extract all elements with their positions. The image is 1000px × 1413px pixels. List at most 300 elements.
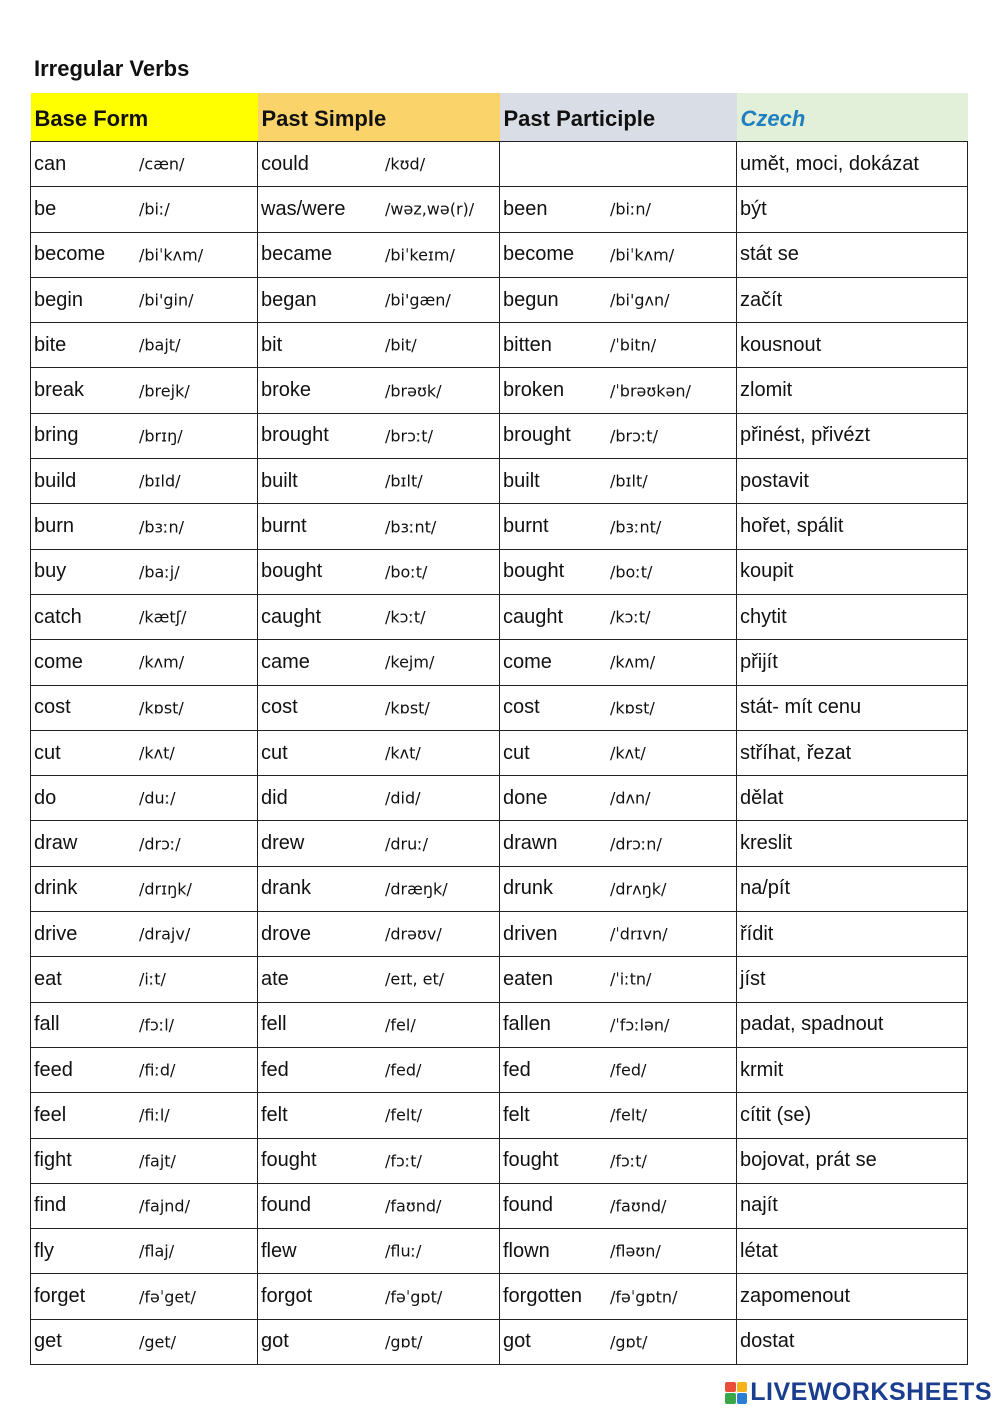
phonetic-transcription: /fiːl/ — [139, 1105, 170, 1125]
verb-word: fed — [503, 1058, 531, 1081]
czech-cell — [737, 1138, 968, 1183]
verb-word: became — [261, 243, 333, 266]
past-participle-cell — [500, 957, 737, 1002]
verb-word: cut — [503, 741, 530, 764]
verb-word: did — [261, 786, 288, 809]
table-row — [31, 594, 968, 639]
base-form-cell — [31, 1093, 258, 1138]
verb-word: bring — [34, 424, 79, 447]
past-simple-cell — [258, 187, 500, 232]
verb-word: flew — [261, 1239, 297, 1262]
czech-cell — [737, 1047, 968, 1092]
base-form-cell — [31, 685, 258, 730]
czech-cell — [737, 730, 968, 775]
verb-word: brought — [261, 424, 329, 447]
base-form-cell — [31, 549, 258, 594]
verb-word: eat — [34, 967, 62, 990]
phonetic-transcription: /brəʊk/ — [385, 381, 442, 401]
phonetic-transcription: /gɒt/ — [385, 1332, 423, 1352]
verb-word: caught — [503, 605, 564, 628]
verb-word: drank — [261, 877, 312, 900]
phonetic-transcription: /ˈbrəʊkən/ — [610, 381, 691, 401]
past-participle-cell — [500, 413, 737, 458]
phonetic-transcription: /bɜːnt/ — [385, 517, 437, 537]
phonetic-transcription: /bit/ — [385, 335, 417, 355]
phonetic-transcription: /biˈkʌm/ — [610, 245, 675, 265]
phonetic-transcription: /felt/ — [610, 1105, 647, 1125]
phonetic-transcription: /bɪld/ — [139, 471, 181, 491]
table-row — [31, 730, 968, 775]
verb-word: drove — [261, 922, 312, 945]
phonetic-transcription: /bɜːn/ — [139, 517, 184, 537]
verb-word: fly — [34, 1239, 54, 1262]
verb-word: can — [34, 152, 67, 175]
table-row — [31, 640, 968, 685]
header-past-participle: Past Participle — [500, 93, 737, 142]
verb-word: burnt — [503, 515, 549, 538]
czech-cell — [737, 277, 968, 322]
past-simple-cell — [258, 459, 500, 504]
verb-word: burnt — [261, 515, 307, 538]
base-form-cell — [31, 730, 258, 775]
czech-translation: krmit — [740, 1058, 784, 1081]
page-title: Irregular Verbs — [34, 56, 190, 81]
phonetic-transcription: /dræŋk/ — [385, 879, 448, 899]
phonetic-transcription: /drɔː/ — [139, 834, 181, 854]
phonetic-transcription: /boːt/ — [610, 562, 653, 582]
past-participle-cell — [500, 685, 737, 730]
phonetic-transcription: /fləʊn/ — [610, 1241, 661, 1261]
verb-word: found — [503, 1194, 554, 1217]
phonetic-transcription: /kɒst/ — [610, 698, 655, 718]
past-simple-cell — [258, 504, 500, 549]
czech-cell — [737, 1183, 968, 1228]
phonetic-transcription: /kʌt/ — [139, 743, 175, 763]
verb-word: found — [261, 1194, 312, 1217]
phonetic-transcription: /brejk/ — [139, 381, 190, 401]
verb-word: come — [34, 650, 83, 673]
past-participle-cell — [500, 1274, 737, 1319]
phonetic-transcription: /get/ — [139, 1332, 177, 1352]
past-participle-cell — [500, 594, 737, 639]
phonetic-transcription: /bajt/ — [139, 335, 181, 355]
phonetic-transcription: /gɒt/ — [610, 1332, 648, 1352]
table-row — [31, 187, 968, 232]
verb-word: fought — [261, 1149, 317, 1172]
logo-text: LIVEWORKSHEETS — [750, 1378, 992, 1406]
past-participle-cell — [500, 1047, 737, 1092]
past-participle-cell — [500, 549, 737, 594]
verb-word: become — [503, 243, 575, 266]
phonetic-transcription: /drʌŋk/ — [610, 879, 667, 899]
czech-cell — [737, 594, 968, 639]
phonetic-transcription: /brɪŋ/ — [139, 426, 183, 446]
header-czech: Czech — [737, 93, 968, 142]
phonetic-transcription: /kʌt/ — [610, 743, 646, 763]
phonetic-transcription: /bi'gæn/ — [385, 290, 451, 310]
phonetic-transcription: /eɪt, et/ — [385, 969, 445, 989]
verb-word: built — [261, 469, 298, 492]
phonetic-transcription: /kʌm/ — [610, 652, 656, 672]
phonetic-transcription: /kɔːt/ — [610, 607, 651, 627]
table-row — [31, 549, 968, 594]
table-row — [31, 866, 968, 911]
past-simple-cell — [258, 866, 500, 911]
past-simple-cell — [258, 142, 500, 187]
past-simple-cell — [258, 957, 500, 1002]
phonetic-transcription: /dʌn/ — [610, 788, 651, 808]
verb-word: cut — [34, 741, 61, 764]
czech-cell — [737, 187, 968, 232]
verb-word: drunk — [503, 877, 554, 900]
czech-cell — [737, 1093, 968, 1138]
liveworksheets-logo — [725, 1378, 992, 1407]
czech-translation: postavit — [740, 469, 809, 492]
verb-word: forget — [34, 1285, 86, 1308]
past-participle-cell — [500, 277, 737, 322]
verb-word: forgotten — [503, 1285, 582, 1308]
phonetic-transcription: /felt/ — [385, 1105, 422, 1125]
table-row — [31, 912, 968, 957]
phonetic-transcription: /ˈfɔːlən/ — [610, 1015, 670, 1035]
table-row — [31, 1229, 968, 1274]
phonetic-transcription: /fɔːl/ — [139, 1015, 175, 1035]
table-row — [31, 1274, 968, 1319]
past-participle-cell — [500, 504, 737, 549]
phonetic-transcription: /fluː/ — [385, 1241, 422, 1261]
czech-translation: stát- mít cenu — [740, 696, 862, 719]
past-simple-cell — [258, 413, 500, 458]
phonetic-transcription: /drəʊv/ — [385, 924, 442, 944]
table-row — [31, 1183, 968, 1228]
verb-word: bitten — [503, 333, 552, 356]
past-participle-cell — [500, 1093, 737, 1138]
table-header-row — [31, 93, 968, 142]
verb-word: felt — [503, 1103, 530, 1126]
verb-word: was/were — [261, 197, 346, 220]
phonetic-transcription: /biː/ — [139, 199, 170, 219]
base-form-cell — [31, 1274, 258, 1319]
base-form-cell — [31, 594, 258, 639]
verb-word: broken — [503, 379, 565, 402]
past-participle-cell — [500, 368, 737, 413]
past-participle-cell — [500, 821, 737, 866]
verb-word: drawn — [503, 832, 558, 855]
czech-translation: kousnout — [740, 333, 822, 356]
phonetic-transcription: /fajt/ — [139, 1151, 176, 1171]
czech-translation: řídit — [740, 922, 774, 945]
phonetic-transcription: /kætʃ/ — [139, 607, 187, 627]
phonetic-transcription: /fɔːt/ — [385, 1151, 422, 1171]
phonetic-transcription: /fed/ — [385, 1060, 422, 1080]
table-row — [31, 1319, 968, 1364]
verb-word: flown — [503, 1239, 550, 1262]
verb-word: could — [261, 152, 309, 175]
verb-word: fall — [34, 1013, 60, 1036]
table-row — [31, 323, 968, 368]
verb-word: been — [503, 197, 548, 220]
base-form-cell — [31, 368, 258, 413]
table-body — [31, 142, 968, 1365]
phonetic-transcription: /did/ — [385, 788, 421, 808]
past-participle-cell — [500, 776, 737, 821]
verb-word: get — [34, 1330, 62, 1353]
irregular-verbs-table — [30, 93, 968, 1365]
table-row — [31, 459, 968, 504]
table-row — [31, 685, 968, 730]
phonetic-transcription: /kʌt/ — [385, 743, 421, 763]
header-past-simple: Past Simple — [258, 93, 500, 142]
table-row — [31, 232, 968, 277]
header-base-form: Base Form — [31, 93, 258, 142]
past-participle-cell — [500, 866, 737, 911]
verb-word: be — [34, 197, 57, 220]
verb-word: began — [261, 288, 317, 311]
base-form-cell — [31, 866, 258, 911]
czech-translation: kreslit — [740, 832, 793, 855]
verb-word: bought — [503, 560, 565, 583]
czech-translation: na/pít — [740, 877, 791, 900]
past-participle-cell — [500, 1229, 737, 1274]
past-simple-cell — [258, 1229, 500, 1274]
verb-word: came — [261, 650, 310, 673]
phonetic-transcription: /kɒst/ — [139, 698, 184, 718]
base-form-cell — [31, 277, 258, 322]
phonetic-transcription: /drajv/ — [139, 924, 191, 944]
czech-cell — [737, 1229, 968, 1274]
verb-word: begun — [503, 288, 559, 311]
czech-translation: hořet, spálit — [740, 515, 844, 538]
czech-cell — [737, 912, 968, 957]
verb-word: drink — [34, 877, 78, 900]
czech-translation: padat, spadnout — [740, 1013, 884, 1036]
czech-cell — [737, 142, 968, 187]
verb-word: build — [34, 469, 77, 492]
past-simple-cell — [258, 1093, 500, 1138]
logo-square-2 — [737, 1382, 748, 1393]
czech-translation: najít — [740, 1194, 778, 1217]
verb-word: break — [34, 379, 85, 402]
past-simple-cell — [258, 277, 500, 322]
verb-word: got — [503, 1330, 531, 1353]
base-form-cell — [31, 821, 258, 866]
czech-cell — [737, 232, 968, 277]
verb-word: cut — [261, 741, 288, 764]
past-participle-cell — [500, 640, 737, 685]
czech-cell — [737, 504, 968, 549]
past-participle-cell — [500, 1319, 737, 1364]
base-form-cell — [31, 1047, 258, 1092]
base-form-cell — [31, 1002, 258, 1047]
czech-translation: začít — [740, 288, 783, 311]
czech-translation: koupit — [740, 560, 794, 583]
czech-cell — [737, 368, 968, 413]
verb-word: fight — [34, 1149, 72, 1172]
verb-word: bite — [34, 333, 67, 356]
verb-word: broke — [261, 379, 312, 402]
table-row — [31, 368, 968, 413]
czech-cell — [737, 323, 968, 368]
phonetic-transcription: /ˈdrɪvn/ — [610, 924, 668, 944]
base-form-cell — [31, 1319, 258, 1364]
czech-cell — [737, 413, 968, 458]
verb-word: burn — [34, 515, 75, 538]
past-simple-cell — [258, 730, 500, 775]
phonetic-transcription: /boːt/ — [385, 562, 428, 582]
past-participle-cell — [500, 1002, 737, 1047]
czech-translation: přinést, přivézt — [740, 424, 871, 447]
phonetic-transcription: /duː/ — [139, 788, 176, 808]
phonetic-transcription: /bɪlt/ — [385, 471, 423, 491]
table-row — [31, 821, 968, 866]
base-form-cell — [31, 459, 258, 504]
phonetic-transcription: /fajnd/ — [139, 1196, 190, 1216]
table-row — [31, 142, 968, 187]
logo-square-1 — [725, 1382, 736, 1393]
verb-word: cost — [503, 696, 540, 719]
verb-word: fought — [503, 1149, 559, 1172]
verb-word: buy — [34, 560, 67, 583]
past-simple-cell — [258, 640, 500, 685]
verb-word: built — [503, 469, 540, 492]
phonetic-transcription: /bi'gʌn/ — [610, 290, 670, 310]
czech-cell — [737, 685, 968, 730]
verb-word: cost — [261, 696, 298, 719]
past-participle-cell — [500, 912, 737, 957]
verb-word: ate — [261, 967, 289, 990]
phonetic-transcription: /drɪŋk/ — [139, 879, 192, 899]
phonetic-transcription: /biˈkʌm/ — [139, 245, 204, 265]
czech-cell — [737, 459, 968, 504]
phonetic-transcription: /kɔːt/ — [385, 607, 426, 627]
past-simple-cell — [258, 323, 500, 368]
past-participle-cell — [500, 323, 737, 368]
table-row — [31, 504, 968, 549]
past-simple-cell — [258, 685, 500, 730]
verb-word: eaten — [503, 967, 554, 990]
phonetic-transcription: /iːt/ — [139, 969, 166, 989]
verb-word: fell — [261, 1013, 287, 1036]
czech-cell — [737, 866, 968, 911]
czech-cell — [737, 640, 968, 685]
czech-translation: jíst — [740, 967, 766, 990]
table-row — [31, 413, 968, 458]
czech-translation: stát se — [740, 243, 799, 266]
verb-word: fed — [261, 1058, 289, 1081]
base-form-cell — [31, 1138, 258, 1183]
verb-word: feel — [34, 1103, 67, 1126]
verb-word: fallen — [503, 1013, 551, 1036]
past-simple-cell — [258, 1274, 500, 1319]
past-simple-cell — [258, 1183, 500, 1228]
czech-cell — [737, 1002, 968, 1047]
phonetic-transcription: /bɜːnt/ — [610, 517, 662, 537]
czech-cell — [737, 776, 968, 821]
phonetic-transcription: /fel/ — [385, 1015, 416, 1035]
verb-word: find — [34, 1194, 67, 1217]
phonetic-transcription: /biˈkeɪm/ — [385, 245, 455, 265]
verb-word: brought — [503, 424, 571, 447]
past-simple-cell — [258, 368, 500, 413]
liveworksheets-logo-icon — [725, 1382, 747, 1404]
czech-cell — [737, 821, 968, 866]
phonetic-transcription: /fəˈget/ — [139, 1287, 196, 1307]
phonetic-transcription: /ˈiːtn/ — [610, 969, 652, 989]
past-simple-cell — [258, 549, 500, 594]
verb-word: felt — [261, 1103, 288, 1126]
base-form-cell — [31, 1183, 258, 1228]
table-row — [31, 776, 968, 821]
verb-word: done — [503, 786, 548, 809]
verb-word: catch — [34, 605, 82, 628]
past-participle-cell — [500, 187, 737, 232]
phonetic-transcription: /flaj/ — [139, 1241, 175, 1261]
verb-word: driven — [503, 922, 558, 945]
past-simple-cell — [258, 1002, 500, 1047]
czech-cell — [737, 549, 968, 594]
past-simple-cell — [258, 776, 500, 821]
verb-word: become — [34, 243, 106, 266]
phonetic-transcription: /brɔːt/ — [385, 426, 433, 446]
phonetic-transcription: /bɪlt/ — [610, 471, 648, 491]
base-form-cell — [31, 323, 258, 368]
base-form-cell — [31, 912, 258, 957]
logo-square-3 — [725, 1393, 736, 1404]
base-form-cell — [31, 413, 258, 458]
czech-translation: umět, moci, dokázat — [740, 152, 919, 175]
past-simple-cell — [258, 1138, 500, 1183]
czech-translation: létat — [740, 1239, 778, 1262]
phonetic-transcription: /faʊnd/ — [385, 1196, 442, 1216]
phonetic-transcription: /cæn/ — [139, 154, 185, 174]
verb-word: feed — [34, 1058, 73, 1081]
phonetic-transcription: /ˈbitn/ — [610, 335, 657, 355]
phonetic-transcription: /kʌm/ — [139, 652, 185, 672]
czech-translation: přijít — [740, 650, 778, 673]
table-row — [31, 957, 968, 1002]
phonetic-transcription: /faʊnd/ — [610, 1196, 667, 1216]
table-row — [31, 277, 968, 322]
phonetic-transcription: /wəz,wə(r)/ — [385, 199, 475, 219]
logo-square-4 — [737, 1393, 748, 1404]
czech-translation: bojovat, prát se — [740, 1149, 877, 1172]
czech-translation: dělat — [740, 786, 784, 809]
past-simple-cell — [258, 1319, 500, 1364]
phonetic-transcription: /bi'gin/ — [139, 290, 194, 310]
base-form-cell — [31, 957, 258, 1002]
verb-word: got — [261, 1330, 289, 1353]
phonetic-transcription: /fɔːt/ — [610, 1151, 647, 1171]
phonetic-transcription: /kejm/ — [385, 652, 435, 672]
czech-translation: zlomit — [740, 379, 793, 402]
phonetic-transcription: /fəˈgɒt/ — [385, 1287, 443, 1307]
base-form-cell — [31, 232, 258, 277]
czech-translation: dostat — [740, 1330, 795, 1353]
past-participle-cell — [500, 730, 737, 775]
verb-word: caught — [261, 605, 322, 628]
base-form-cell — [31, 640, 258, 685]
phonetic-transcription: /baːj/ — [139, 562, 180, 582]
czech-translation: chytit — [740, 605, 787, 628]
czech-translation: cítit (se) — [740, 1103, 812, 1126]
past-participle-cell — [500, 459, 737, 504]
base-form-cell — [31, 776, 258, 821]
past-simple-cell — [258, 821, 500, 866]
phonetic-transcription: /biːn/ — [610, 199, 651, 219]
base-form-cell — [31, 187, 258, 232]
base-form-cell — [31, 142, 258, 187]
czech-translation: být — [740, 197, 767, 220]
